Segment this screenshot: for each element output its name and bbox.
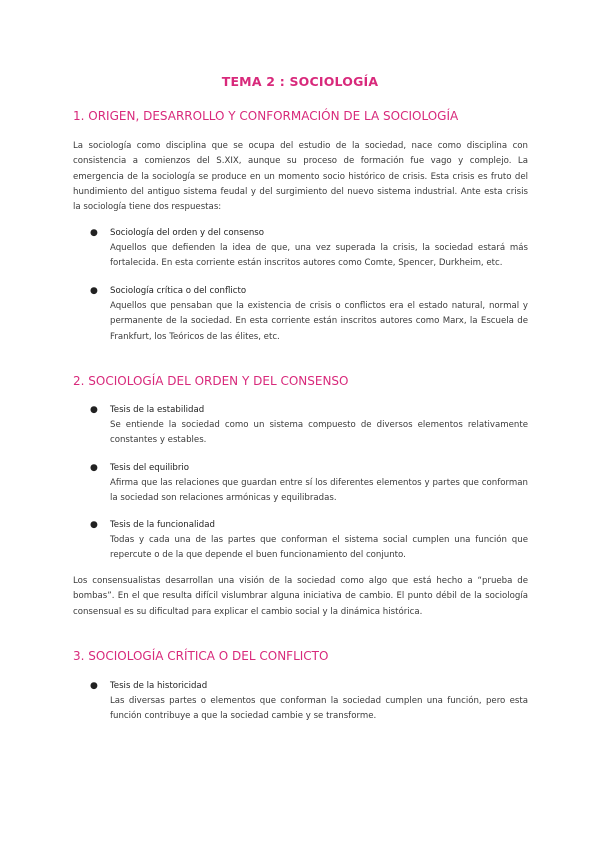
section-1-intro: La sociología como disciplina que se ocupa del estudio de la sociedad, nace como disciplina con consistencia a comienzos del S.XIX, aunque su proceso de formación fue vago y complejo. La emergencia de la sociología se produce en un momento socio histórico de crisis. Esta crisis es fruto del hundimiento del antiguo sistema feudal y del surgimiento del nuevo sistema industrial. Ante esta crisis la sociología tiene dos respuestas:: [73, 141, 528, 213]
bullet-title: Tesis del equilibrio: [110, 463, 189, 473]
section-heading-1: 1. ORIGEN, DESARROLLO Y CONFORMACIÓN DE LA SOCIOLOGÍA: [73, 109, 459, 123]
bullet-text: Las diversas partes o elementos que conforman la sociedad cumplen una función, pero esta función contribuye a que la sociedad cambie y se transforme.: [110, 696, 528, 722]
bullet-icon: ●: [90, 520, 98, 530]
bullet-title: Tesis de la funcionalidad: [110, 520, 215, 530]
bullet-title: Sociología crítica o del conflicto: [110, 286, 247, 296]
bullet-icon: ●: [90, 405, 98, 415]
bullet-text: Afirma que las relaciones que guardan entre sí los diferentes elementos y partes que conforman la sociedad son relaciones armónicas y equilibradas.: [110, 478, 528, 504]
bullet-text: Aquellos que defienden la idea de que, una vez superada la crisis, la sociedad estará más fortalecida. En esta corriente están inscritos autores como Comte, Spencer, Durkheim, etc.: [110, 243, 528, 269]
bullet-icon: ●: [90, 681, 98, 691]
bullet-text: Aquellos que pensaban que la existencia de crisis o conflictos era el estado natural, normal y permanente de la sociedad. En esta corriente están inscritos autores como Marx, la Escuela de Frankfurt, los Teóricos de las élites, etc.: [110, 301, 528, 342]
bullet-text: Todas y cada una de las partes que conforman el sistema social cumplen una función que repercute o de la que depende el buen funcionamiento del conjunto.: [110, 535, 528, 561]
section-heading-3: 3. SOCIOLOGÍA CRÍTICA O DEL CONFLICTO: [73, 649, 329, 663]
section-2-outro: Los consensualistas desarrollan una visión de la sociedad como algo que está hecho a “prueba de bombas”. En el que resulta difícil vislumbrar alguna iniciativa de cambio. El punto débil de la sociología consensual es su dificultad para explicar el cambio social y la dinámica histórica.: [73, 576, 528, 617]
bullet-text: Se entiende la sociedad como un sistema compuesto de diversos elementos relativamente constantes y estables.: [110, 420, 528, 446]
bullet-title: Sociología del orden y del consenso: [110, 228, 265, 238]
section-heading-2: 2. SOCIOLOGÍA DEL ORDEN Y DEL CONSENSO: [73, 374, 349, 388]
bullet-icon: ●: [90, 286, 98, 296]
bullet-icon: ●: [90, 463, 98, 473]
page-title: TEMA 2 : SOCIOLOGÍA: [221, 74, 379, 89]
bullet-title: Tesis de la historicidad: [110, 681, 208, 691]
bullet-icon: ●: [90, 228, 98, 238]
bullet-title: Tesis de la estabilidad: [110, 405, 205, 415]
